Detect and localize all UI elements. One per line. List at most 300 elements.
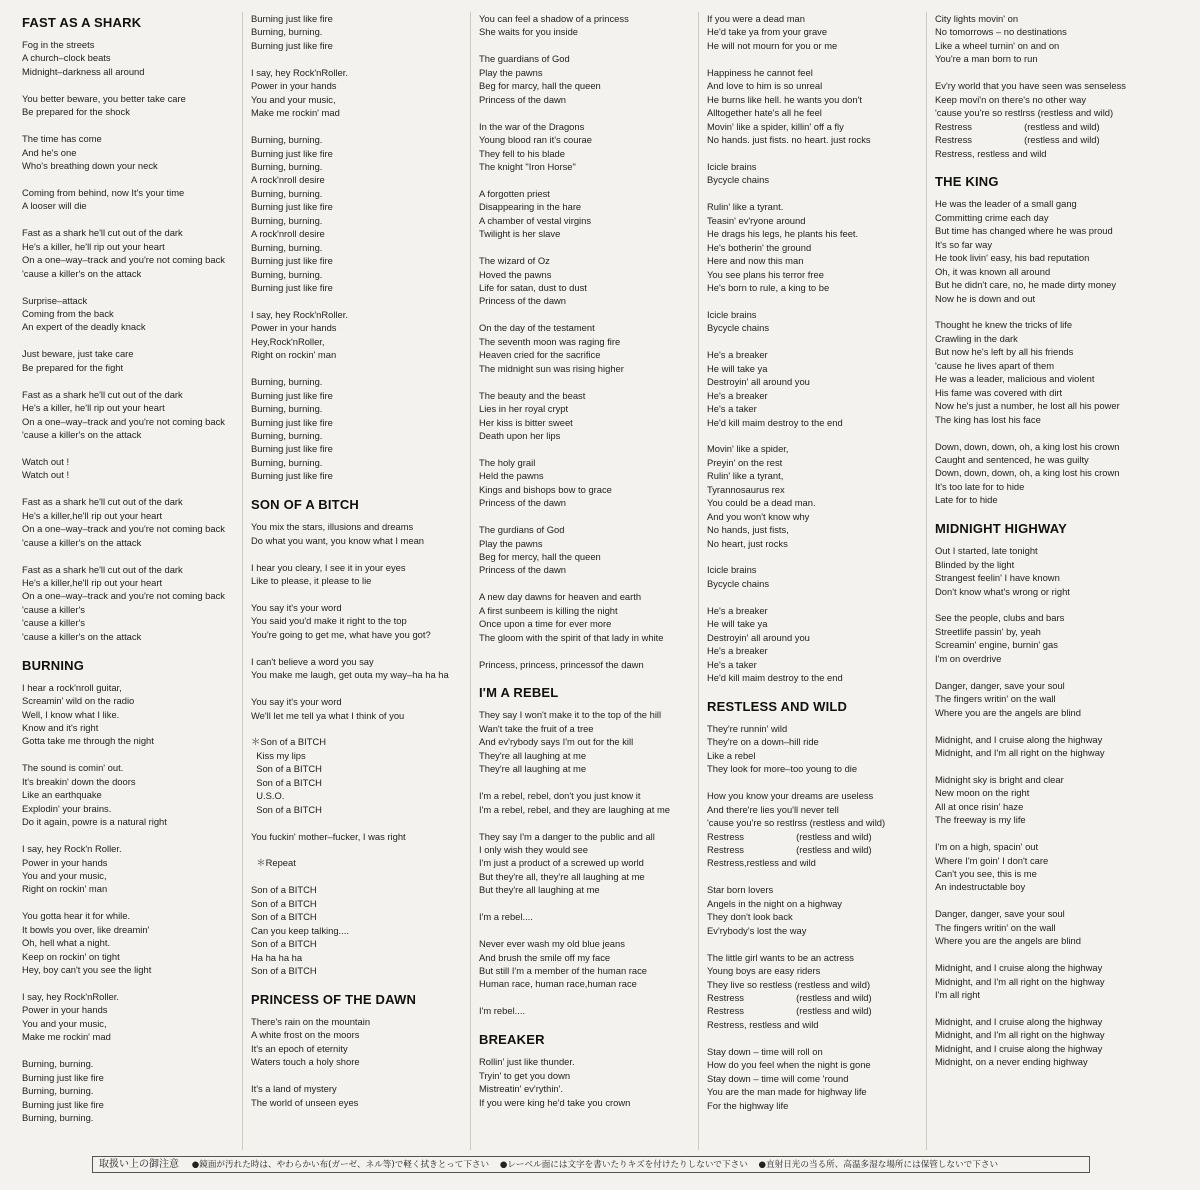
lyric-line: Icicle brains <box>707 308 757 320</box>
lyric-line: Held the pawns <box>479 470 544 482</box>
lyric-line: See the people, clubs and bars <box>935 612 1065 624</box>
lyric-line: Restress (restless and wild) <box>707 830 872 842</box>
lyric-stanza <box>935 318 1196 426</box>
lyric-stanza <box>22 92 244 119</box>
lyric-line: Kiss my lips <box>251 749 306 761</box>
lyric-stanza <box>935 1015 1196 1069</box>
lyric-stanza <box>251 66 470 120</box>
lyric-line: On a one–way–track and you're not coming back <box>22 590 225 602</box>
lyric-line: A first sunbeem is killing the night <box>479 604 618 616</box>
lyric-line: If you were king he'd take you crown <box>479 1096 631 1108</box>
lyric-line: Princess of the dawn <box>479 295 567 307</box>
lyric-line: You are the man made for highway life <box>707 1086 867 1098</box>
lyric-line: Burning just like fire <box>251 13 333 24</box>
lyric-stanza <box>251 601 470 641</box>
lyric-line: Burning just like fire <box>251 147 333 159</box>
lyric-line: But now he's left by all his friends <box>935 346 1074 358</box>
lyric-line: Down, down, down, oh, a king lost his crown <box>935 467 1120 479</box>
lyric-line: An indestructable boy <box>935 881 1026 893</box>
lyric-line: In the war of the Dragons <box>479 120 585 132</box>
song-block <box>22 657 244 1125</box>
lyric-line: 'cause you're so restlrss (restless and wild) <box>935 107 1114 119</box>
lyric-stanza <box>479 708 698 775</box>
lyric-line: Bycycle chains <box>707 174 770 186</box>
lyric-stanza <box>479 658 698 671</box>
lyric-line: Crawling in the dark <box>935 332 1018 344</box>
lyric-line: I say, hey Rock'nRoller. <box>251 308 348 320</box>
lyrics-column-4 <box>698 12 926 1150</box>
lyric-line: Like a wheel turnin' on and on <box>935 39 1060 51</box>
lyric-line: Keep movi'n on there's no other way <box>935 93 1087 105</box>
lyric-line: Icicle brains <box>707 160 757 172</box>
lyric-line: Son of a BITCH <box>251 965 317 977</box>
lyric-line: You see plans his terror free <box>707 268 824 280</box>
lyric-stanza <box>935 773 1196 827</box>
lyric-line: It's an epoch of eternity <box>251 1042 348 1054</box>
lyric-stanza <box>935 611 1196 665</box>
lyric-line: Screamin' wild on the radio <box>22 695 135 707</box>
lyric-line: Burning, burning. <box>22 1112 94 1124</box>
lyric-line: Burning, burning. <box>251 26 323 38</box>
lyric-stanza <box>479 937 698 991</box>
lyric-line: Coming from behind, now It's your time <box>22 186 185 198</box>
lyric-line: Now he is down and out <box>935 292 1036 304</box>
song-title: FAST AS A SHARK <box>22 15 142 30</box>
lyric-line: But still I'm a member of the human race <box>479 965 648 977</box>
lyric-line: Fast as a shark he'll cut out of the dark <box>22 227 183 239</box>
lyric-stanza <box>251 12 470 52</box>
song-block <box>935 12 1196 160</box>
lyric-line: No tomorrows – no destinations <box>935 26 1067 38</box>
lyric-line: Late for to hide <box>935 494 998 506</box>
lyric-line: Now he's just a number, he lost all his power <box>935 400 1120 412</box>
lyric-line: ＊Repeat <box>251 857 296 869</box>
lyric-line: He was the leader of a small gang <box>935 198 1077 210</box>
lyric-line: Restress (restless and wild) <box>707 991 872 1003</box>
lyric-line: Ev'ry world that you have seen was senseless <box>935 80 1126 92</box>
lyric-line: But they're all, they're all laughing at me <box>479 870 645 882</box>
lyric-line: Restress (restless and wild) <box>935 134 1100 146</box>
lyric-line: You say it's your word <box>251 696 342 708</box>
lyric-line: Lies in her royal crypt <box>479 403 569 415</box>
lyric-line: Right on rockin' man <box>22 883 108 895</box>
lyric-stanza <box>479 1055 698 1109</box>
lyric-stanza <box>935 907 1196 947</box>
lyric-line: He's a breaker <box>707 604 768 616</box>
lyric-line: On a one–way–track and you're not coming back <box>22 523 225 535</box>
lyric-line: He will take ya <box>707 362 768 374</box>
lyric-line: Alltogether hate's all he feel <box>707 107 822 119</box>
lyric-line: No hands, just fists, <box>707 524 789 536</box>
lyric-line: Stay down – time will roll on <box>707 1045 823 1057</box>
song-title: SON OF A BITCH <box>251 497 359 513</box>
lyric-line: Make me rockin' mad <box>251 107 340 119</box>
lyric-line: Fast as a shark he'll cut out of the dark <box>22 496 183 508</box>
lyric-line: His fame was covered with dirt <box>935 386 1063 398</box>
lyric-line: He's a killer,he'll rip out your heart <box>22 576 163 588</box>
lyric-line: Burning just like fire <box>251 39 333 51</box>
lyric-stanza <box>251 375 470 483</box>
lyric-line: Fast as a shark he'll cut out of the dark <box>22 563 183 575</box>
lyric-line: Committing crime each day <box>935 211 1049 223</box>
lyric-line: Restress, restless and wild <box>707 1018 819 1030</box>
lyric-line: Mistreatin' ev'rythin'. <box>479 1083 564 1095</box>
lyric-line: Screamin' engine, burnin' gas <box>935 639 1058 651</box>
song-block <box>251 496 470 977</box>
lyric-stanza <box>479 120 698 174</box>
lyric-line: U.S.O. <box>251 790 285 802</box>
lyric-stanza <box>22 347 244 374</box>
lyric-stanza <box>22 1057 244 1124</box>
lyric-line: Power in your hands <box>251 322 337 334</box>
lyric-line: Down, down, down, oh, a king lost his crown <box>935 440 1120 452</box>
lyric-line: An expert of the deadly knack <box>22 321 146 333</box>
lyric-stanza <box>22 388 244 442</box>
lyric-line: I hear a rock'nroll guitar, <box>22 681 122 693</box>
lyric-line: The gloom with the spirit of that lady in white <box>479 631 664 643</box>
lyric-line: Strangest feelin' I have known <box>935 572 1060 584</box>
lyric-line: But they're all laughing at me <box>479 884 600 896</box>
lyric-line: Burning, burning. <box>251 241 323 253</box>
lyric-stanza <box>707 200 926 294</box>
lyric-stanza <box>251 1082 470 1109</box>
lyric-line: Burning just like fire <box>251 282 333 294</box>
lyric-line: Burning just like fire <box>251 389 333 401</box>
song-title: MIDNIGHT HIGHWAY <box>935 521 1068 537</box>
lyric-stanza <box>479 1004 698 1017</box>
lyric-stanza <box>935 197 1196 305</box>
lyric-line: Burning, burning. <box>22 1058 94 1070</box>
lyric-stanza <box>251 856 470 869</box>
lyric-stanza <box>22 563 244 644</box>
lyric-line: He's a breaker <box>707 645 768 657</box>
lyric-line: A rock'nroll desire <box>251 174 325 186</box>
lyric-line: And there're lies you'll never tell <box>707 803 839 815</box>
lyric-stanza <box>707 722 926 776</box>
lyric-line: Surprise–attack <box>22 294 88 306</box>
lyric-line: Can you keep talking.... <box>251 924 349 936</box>
lyric-line: You make me laugh, get outa my way–ha ha ha <box>251 669 449 681</box>
lyric-stanza <box>22 990 244 1044</box>
lyric-line: Burning, burning. <box>251 429 323 441</box>
lyric-line: They say I won't make it to the top of the hill <box>479 709 662 721</box>
lyric-line: No heart, just rocks <box>707 537 788 549</box>
handling-notice-item: ●鏡面が汚れた時は、やわらかい布(ガーゼ、ネル等)で軽く拭きとって下さい <box>191 1160 490 1170</box>
lyric-stanza <box>479 321 698 375</box>
lyric-line: He burns like hell. he wants you don't <box>707 93 863 105</box>
lyric-stanza <box>479 389 698 443</box>
lyric-line: You said you'd make it right to the top <box>251 615 407 627</box>
lyric-line: It's breakin' down the doors <box>22 775 136 787</box>
lyric-stanza <box>707 442 926 550</box>
lyric-line: Can't you see, this is me <box>935 868 1037 880</box>
lyric-line: Son of a BITCH <box>251 938 317 950</box>
lyric-line: Ev'rybody's lost the way <box>707 924 807 936</box>
lyric-line: Disappearing in the hare <box>479 201 582 213</box>
lyric-line: Star born lovers <box>707 884 774 896</box>
lyric-stanza <box>22 495 244 549</box>
lyric-line: Never ever wash my old blue jeans <box>479 938 625 950</box>
song-title: PRINCESS OF THE DAWN <box>251 991 417 1007</box>
lyric-line: Princess of the dawn <box>479 93 567 105</box>
lyric-line: Burning just like fire <box>22 1098 104 1110</box>
lyric-stanza <box>479 910 698 923</box>
lyric-line: You fuckin' mother–fucker, I was right <box>251 830 406 842</box>
lyric-stanza <box>479 456 698 510</box>
lyric-line: A forgotten priest <box>479 187 550 199</box>
lyric-line: Preyin' on the rest <box>707 456 783 468</box>
lyric-line: It's so far way <box>935 238 993 250</box>
song-block <box>707 12 926 685</box>
lyric-line: Burning, burning. <box>22 1085 94 1097</box>
song-block <box>479 12 698 671</box>
lyric-line: He will not mourn for you or me <box>707 39 838 51</box>
lyric-line: Like a rebel <box>707 749 756 761</box>
lyric-line: I'm a rebel, rebel, don't you just know it <box>479 790 641 802</box>
lyric-line: Waters touch a holy shore <box>251 1056 360 1068</box>
lyric-line: Burning, burning. <box>251 376 323 388</box>
song-block <box>935 173 1196 506</box>
lyric-line: Oh, it was known all around <box>935 265 1051 277</box>
lyric-line: Like to please, it please to lie <box>251 575 372 587</box>
lyric-line: Just beware, just take care <box>22 348 134 360</box>
lyric-line: The fingers writin' on the wall <box>935 693 1056 705</box>
lyric-line: Gotta take me through the night <box>22 735 154 747</box>
song-block <box>22 14 244 643</box>
lyric-line: Burning, burning. <box>251 187 323 199</box>
lyric-line: He's born to rule, a king to be <box>707 282 830 294</box>
lyric-line: He's a taker <box>707 403 757 415</box>
lyric-line: On a one–way–track and you're not coming back <box>22 415 225 427</box>
lyric-stanza <box>479 523 698 577</box>
lyric-stanza <box>22 681 244 748</box>
lyric-line: The beauty and the beast <box>479 389 586 401</box>
lyric-line: Don't know what's wrong or right <box>935 585 1070 597</box>
lyric-line: Restress (restless and wild) <box>935 120 1100 132</box>
lyric-stanza <box>22 761 244 828</box>
handling-notice-item: ●直射日光の当る所、高温多湿な場所には保管しないで下さい <box>758 1160 999 1170</box>
lyric-line: Princess, princess, princessof the dawn <box>479 658 644 670</box>
lyric-line: Burning just like fire <box>22 1071 104 1083</box>
lyric-line: Stay down – time will come 'round <box>707 1072 849 1084</box>
lyric-line: I say, hey Rock'nRoller. <box>251 66 348 78</box>
lyric-line: A rock'nroll desire <box>251 228 325 240</box>
lyric-stanza <box>22 294 244 334</box>
lyric-line: Right on rockin' man <box>251 349 337 361</box>
lyric-stanza <box>935 679 1196 719</box>
lyric-line: I hear you cleary, I see it in your eyes <box>251 561 406 573</box>
lyric-line: And ev'rybody says I'm out for the kill <box>479 736 634 748</box>
lyric-stanza <box>251 561 470 588</box>
lyric-line: Restress (restless and wild) <box>707 844 872 856</box>
lyric-line: Twilight is her slave <box>479 228 561 240</box>
lyric-line: You and your music, <box>251 93 336 105</box>
lyric-line: Tyrannosaurus rex <box>707 483 785 495</box>
lyric-line: Power in your hands <box>251 80 337 92</box>
lyric-line: Burning, burning. <box>251 160 323 172</box>
lyric-line: Rollin' just like thunder. <box>479 1056 575 1068</box>
lyric-line: Danger, danger, save your soul <box>935 908 1065 920</box>
lyric-line: He took livin' easy, his bad reputation <box>935 252 1090 264</box>
lyric-line: There's rain on the mountain <box>251 1015 371 1027</box>
lyric-line: Explodin' your brains. <box>22 802 112 814</box>
lyric-line: He will take ya <box>707 618 768 630</box>
lyric-line: Do it again, powre is a natural right <box>22 816 167 828</box>
lyric-line: I'm just a product of a screwed up world <box>479 857 644 869</box>
lyric-line: For the highway life <box>707 1099 789 1111</box>
lyric-line: Human race, human race,human race <box>479 978 637 990</box>
lyric-line: Keep on rockin' on tight <box>22 950 120 962</box>
lyric-line: It's a land of mystery <box>251 1083 337 1095</box>
lyric-line: He's a breaker <box>707 389 768 401</box>
lyric-line: I say, hey Rock'n Roller. <box>22 843 122 855</box>
lyric-line: The knight "Iron Horse" <box>479 160 576 172</box>
song-block <box>251 12 470 483</box>
lyric-line: New moon on the right <box>935 787 1030 799</box>
lyric-stanza <box>22 132 244 172</box>
lyric-stanza <box>22 38 244 78</box>
lyric-line: He's a killer,he'll rip out your heart <box>22 509 163 521</box>
lyric-line: The little girl wants to be an actress <box>707 951 854 963</box>
lyric-line: And you won't know why <box>707 510 810 522</box>
lyric-line: I only wish they would see <box>479 843 588 855</box>
lyric-line: I'm on a high, spacin' out <box>935 841 1039 853</box>
lyric-line: Burning just like fire <box>251 470 333 482</box>
lyric-line: You and your music, <box>22 869 107 881</box>
lyric-line: He's a breaker <box>707 349 768 361</box>
lyric-line: 'cause you're so restlrss (restless and wild) <box>707 817 886 829</box>
lyric-line: You and your music, <box>22 1017 107 1029</box>
lyric-line: Burning, burning. <box>251 403 323 415</box>
lyric-stanza <box>479 187 698 241</box>
lyric-line: Teasin' ev'ryone around <box>707 214 806 226</box>
lyric-line: The fingers writin' on the wall <box>935 921 1056 933</box>
lyric-line: Son of a BITCH <box>251 803 322 815</box>
lyric-line: I'm a rebel.... <box>479 911 533 923</box>
lyric-line: 'cause a killer's on the attack <box>22 536 142 548</box>
lyric-stanza <box>251 883 470 977</box>
lyric-stanza <box>935 12 1196 66</box>
lyric-line: And brush the smile off my face <box>479 951 611 963</box>
lyric-stanza <box>707 883 926 937</box>
lyric-line: He's a killer, he'll rip out your heart <box>22 402 165 414</box>
lyric-line: Midnight, on a never ending highway <box>935 1056 1088 1068</box>
lyric-stanza <box>707 563 926 590</box>
lyric-line: Burning just like fire <box>251 443 333 455</box>
song-block <box>479 1031 698 1109</box>
lyric-line: Burning, burning. <box>251 134 323 146</box>
lyric-line: Fog in the streets <box>22 39 95 50</box>
handling-notice-item: ●レーベル面には文字を書いたりキズを付けたりしないで下さい <box>499 1160 748 1170</box>
lyric-stanza <box>479 590 698 644</box>
song-title: BREAKER <box>479 1032 545 1048</box>
lyric-line: Beg for marcy, hall the queen <box>479 80 601 92</box>
lyric-line: Restress (restless and wild) <box>707 1005 872 1017</box>
lyric-stanza <box>479 789 698 816</box>
lyric-line: He's a taker <box>707 658 757 670</box>
lyric-line: They don't look back <box>707 911 793 923</box>
lyric-line: Be prepared for the shock <box>22 106 130 118</box>
lyric-line: Play the pawns <box>479 66 543 78</box>
lyric-stanza <box>251 1015 470 1069</box>
lyric-line: Burning, burning. <box>251 456 323 468</box>
lyric-stanza <box>251 133 470 294</box>
lyric-stanza <box>707 789 926 870</box>
lyric-line: Icicle brains <box>707 564 757 576</box>
lyric-line: The guardians of God <box>479 53 570 65</box>
lyric-line: How you know your dreams are useless <box>707 790 874 802</box>
lyric-line: But time has changed where he was proud <box>935 225 1113 237</box>
lyric-line: The world of unseen eyes <box>251 1096 359 1108</box>
lyric-line: Power in your hands <box>22 856 108 868</box>
lyric-line: A looser will die <box>22 200 87 212</box>
lyric-line: Midnight sky is bright and clear <box>935 773 1064 785</box>
lyric-line: You better beware, you better take care <box>22 92 186 104</box>
lyric-line: Hey,Rock'nRoller, <box>251 335 325 347</box>
lyric-line: Oh, hell what a night. <box>22 937 111 949</box>
lyric-line: All at once risin' haze <box>935 800 1024 812</box>
lyric-stanza <box>251 655 470 682</box>
lyric-stanza <box>707 308 926 335</box>
lyric-line: It bowls you over, like dreamin' <box>22 923 150 935</box>
lyric-stanza <box>251 520 470 547</box>
lyric-line: Restress, restless and wild <box>935 147 1047 159</box>
lyric-line: A church–clock beats <box>22 52 111 64</box>
lyric-line: Midnight, and I cruise along the highway <box>935 733 1103 745</box>
lyric-line: They fell to his blade <box>479 147 565 159</box>
lyric-line: Angels in the night on a highway <box>707 897 842 909</box>
lyric-line: He's botherin' the ground <box>707 241 812 253</box>
lyric-line: Death upon her lips <box>479 429 561 441</box>
lyric-line: You say it's your word <box>251 601 342 613</box>
lyric-line: They're on a down–hill ride <box>707 736 819 748</box>
lyric-line: Where I'm goin' I don't care <box>935 854 1049 866</box>
lyric-stanza <box>22 842 244 896</box>
lyric-line: I'm a rebel, rebel, and they are laughing at me <box>479 803 670 815</box>
lyric-line: They say I'm a danger to the public and all <box>479 830 655 842</box>
lyrics-column-2 <box>242 12 470 1150</box>
lyric-line: Make me rockin' mad <box>22 1031 111 1043</box>
lyric-line: The holy grail <box>479 456 536 468</box>
lyric-line: They're all laughing at me <box>479 763 587 775</box>
lyric-line: Who's breathing down your neck <box>22 160 158 172</box>
handling-notice-title: 取扱い上の御注意 <box>99 1159 179 1170</box>
lyric-line: Burning just like fire <box>251 416 333 428</box>
lyric-line: Hoved the pawns <box>479 268 552 280</box>
lyric-line: He'd take ya from your grave <box>707 26 828 38</box>
lyric-line: Burning, burning. <box>251 214 323 226</box>
lyric-stanza <box>935 79 1196 160</box>
lyric-line: And love to him is so unreal <box>707 80 823 92</box>
lyric-line: The gurdians of God <box>479 524 565 536</box>
lyric-line: Midnight, and I'm all right on the highway <box>935 1029 1105 1041</box>
lyric-line: Her kiss is bitter sweet <box>479 416 573 428</box>
lyric-line: Hey, boy can't you see the light <box>22 964 152 976</box>
lyric-line: We'll let me tell ya what I think of you <box>251 709 405 721</box>
lyric-line: You could be a dead man. <box>707 497 816 509</box>
lyric-line: They're runnin' wild <box>707 722 788 734</box>
lyric-line: Heaven cried for the sacrifice <box>479 349 601 361</box>
lyric-line: 'cause a killer's <box>22 603 85 615</box>
lyric-line: Wan't take the fruit of a tree <box>479 722 594 734</box>
lyric-stanza <box>707 951 926 1032</box>
lyric-line: Do what you want, you know what I mean <box>251 534 425 546</box>
lyric-line: Rulin' like a tyrant. <box>707 201 784 213</box>
song-title: RESTLESS AND WILD <box>707 698 848 714</box>
song-block <box>251 991 470 1109</box>
lyric-line: Restress,restless and wild <box>707 857 816 869</box>
lyric-line: He'd kill maim destroy to the end <box>707 672 843 684</box>
